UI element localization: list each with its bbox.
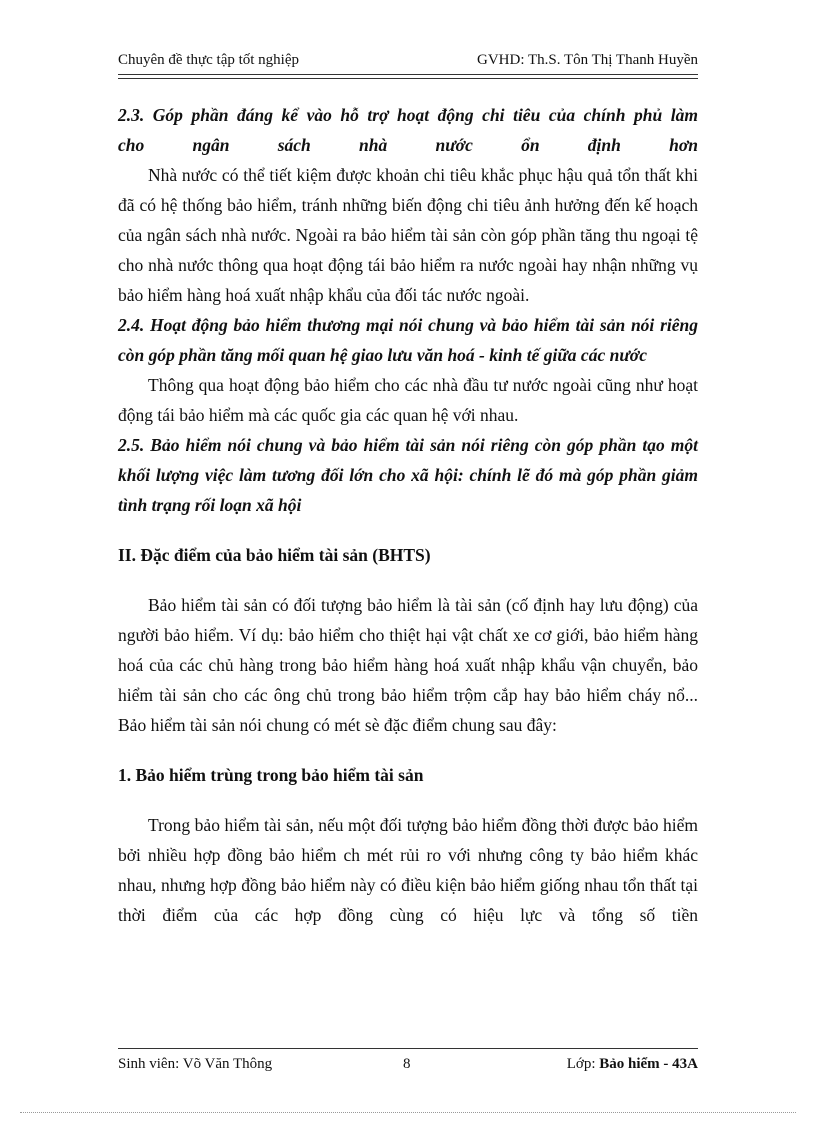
header-thesis-title: Chuyên đề thực tập tốt nghiệp bbox=[118, 52, 300, 68]
footer-rule bbox=[118, 1048, 698, 1049]
header-supervisor: GVHD: Th.S. Tôn Thị Thanh Huyền bbox=[477, 52, 698, 68]
section-2-5-title: 2.5. Bảo hiểm nói chung và bảo hiểm tài sản nói riêng còn góp phần tạo một khối lượng việc làm tương đối lớn cho xã hội: chính lẽ đó mà góp phần giảm tình trạng rối loạn xã hội bbox=[118, 435, 698, 515]
footer-student: Sinh viên: Võ Văn Thông bbox=[118, 1056, 273, 1072]
page-footer bbox=[118, 1040, 698, 1080]
document-body bbox=[118, 100, 698, 930]
section-2-4-title: 2.4. Hoạt động bảo hiểm thương mại nói chung và bảo hiểm tài sản nói riêng còn góp phần tăng mối quan hệ giao lưu văn hoá - kinh tế giữa các nước bbox=[118, 315, 698, 365]
section-II-body: Bảo hiểm tài sản có đối tượng bảo hiểm là tài sản (cố định hay lưu động) của người bảo hiểm. Ví dụ: bảo hiểm cho thiệt hại vật chất xe cơ giới, bảo hiểm hàng hoá của các chủ hàng trong bảo hiểm hàng hoá xuất nhập khẩu vận chuyển, bảo hiểm tài sản cho các ông chủ trong bảo hiểm trộm cắp hay bảo hiểm cháy nổ... Bảo hiểm tài sản nói chung có mét sè đặc điểm chung sau đây: bbox=[118, 595, 698, 735]
section-2-3-title-line2: cho ngân sách nhà nước ổn định hơn bbox=[118, 135, 698, 155]
footer-class-label: Lớp: bbox=[566, 1056, 596, 1072]
footer-class bbox=[567, 1056, 698, 1073]
section-1-body: Trong bảo hiểm tài sản, nếu một đối tượng bảo hiểm đồng thời được bảo hiểm bởi nhiều hợp đồng bảo hiểm ch mét rủi ro với nhưng công ty bảo hiểm khác nhau, nhưng hợp đồng bảo hiểm này có điều kiện bảo hiểm giống nhau tổn thất tại thời điểm của các hợp đồng cùng có hiệu lực và tổng số tiền bbox=[118, 815, 698, 925]
page-header bbox=[118, 52, 698, 75]
footer-class-value: Bảo hiểm - 43A bbox=[599, 1056, 698, 1072]
section-II-title: II. Đặc điểm của bảo hiểm tài sản (BHTS) bbox=[118, 545, 431, 565]
section-2-3-body: Nhà nước có thể tiết kiệm được khoản chi tiêu khắc phục hậu quả tổn thất khi đã có hệ thống bảo hiểm, tránh những biến động chi tiêu ảnh hưởng đến kế hoạch của ngân sách nhà nước. Ngoài ra bảo hiểm tài sản còn góp phần tăng thu ngoại tệ cho nhà nước thông qua hoạt động tái bảo hiểm ra nước ngoài hay nhận những vụ bảo hiểm hàng hoá xuất nhập khẩu của đối tác nước ngoài. bbox=[118, 165, 698, 305]
section-2-3-title-line1: 2.3. Góp phần đáng kể vào hỗ trợ hoạt động chi tiêu của chính phủ làm bbox=[118, 105, 698, 125]
page-number: 8 bbox=[403, 1056, 411, 1072]
section-1-title: 1. Bảo hiểm trùng trong bảo hiểm tài sản bbox=[118, 765, 424, 785]
header-rule bbox=[118, 78, 698, 79]
section-2-4-body: Thông qua hoạt động bảo hiểm cho các nhà đầu tư nước ngoài cũng như hoạt động tái bảo hiểm mà các quốc gia các quan hệ với nhau. bbox=[118, 375, 698, 425]
page-bottom-dotted-line bbox=[20, 1112, 796, 1113]
